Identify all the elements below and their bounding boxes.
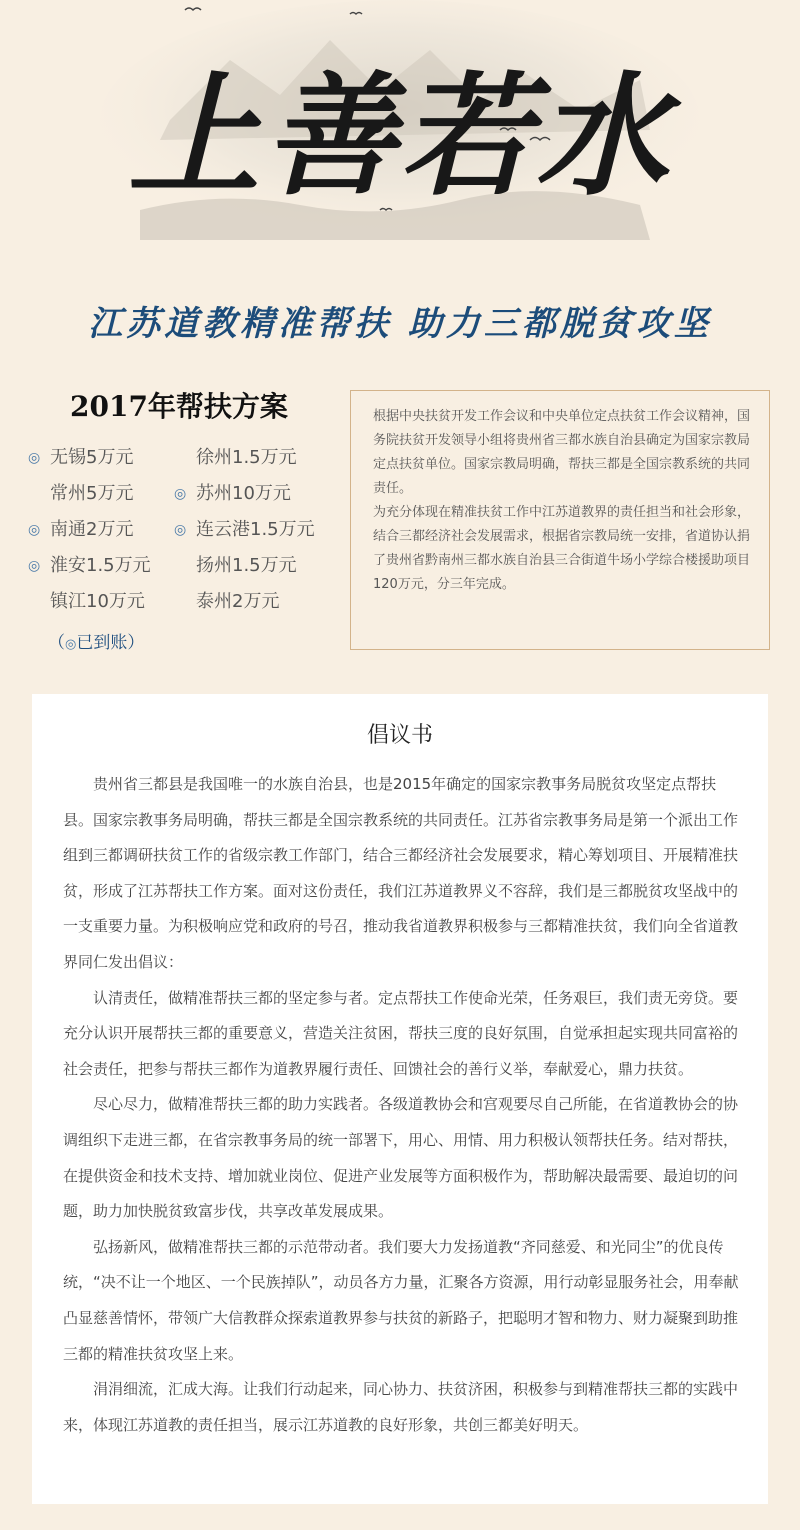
allocation-label: 常州5万元 <box>50 483 134 504</box>
banner <box>0 0 800 265</box>
allocation-label: 无锡5万元 <box>50 447 134 468</box>
calligraphy-title: 上善若水 <box>128 59 672 214</box>
circle-dot-icon: ◎ <box>28 522 41 538</box>
letter-paragraph: 认清责任，做精准帮扶三都的坚定参与者。定点帮扶工作使命光荣，任务艰巨，我们责无旁贷。要充分认识开展帮扶三都的重要意义，营造关注贫困，帮扶三度的良好氛围，自觉承担起实现共同富裕的社会责任，把参与帮扶三都作为道教界履行责任、回馈社会的善行义举，奉献爱心，鼎力扶贫。 <box>63 988 739 1078</box>
allocation-item <box>50 482 133 506</box>
allocation-item <box>50 590 145 614</box>
legend-close: ） <box>127 633 145 653</box>
letter-paragraph: 涓涓细流，汇成大海。让我们行动起来，同心协力、扶贫济困，积极参与到精准帮扶三都的实践中来，体现江苏道教的责任担当，展示江苏道教的良好形象，共创三都美好明天。 <box>63 1380 739 1434</box>
allocation-label: 淮安1.5万元 <box>50 555 151 576</box>
circle-dot-icon: ◎ <box>28 558 41 574</box>
allocation-item <box>28 554 151 578</box>
allocation-item <box>196 590 279 614</box>
slogan-heading: 江苏道教精准帮扶 助力三都脱贫攻坚 <box>88 304 712 344</box>
letter-paragraph: 贵州省三都县是我国唯一的水族自治县，也是2015年确定的国家宗教事务局脱贫攻坚定点帮扶县。国家宗教事务局明确，帮扶三都是全国宗教系统的共同责任。江苏省宗教事务局是第一个派出工作组到三都调研扶贫工作的省级宗教工作部门，结合三都经济社会发展要求，精心筹划项目、开展精准扶贫，形成了江苏帮扶工作方案。面对这份责任，我们江苏道教界义不容辞，我们是三都脱贫攻坚战中的一支重要力量。为积极响应党和政府的号召，推动我省道教界积极参与三都精准扶贫，我们向全省道教界同仁发出倡议： <box>63 775 739 971</box>
circle-dot-icon: ◎ <box>174 486 187 502</box>
intro-paragraph: 根据中央扶贫开发工作会议和中央单位定点扶贫工作会议精神，国务院扶贫开发领导小组将贵州省三都水族自治县确定为国家宗教局定点扶贫单位。国家宗教局明确，帮扶三都是全国宗教系统的共同责任。 <box>373 409 751 496</box>
allocation-item <box>174 518 315 542</box>
allocation-label: 镇江10万元 <box>50 591 145 612</box>
allocation-label: 徐州1.5万元 <box>196 447 297 468</box>
allocation-item <box>174 482 291 506</box>
allocation-item <box>28 446 134 470</box>
allocation-item <box>28 518 134 542</box>
allocation-label: 泰州2万元 <box>196 591 280 612</box>
allocation-item <box>196 446 297 470</box>
allocation-label: 连云港1.5万元 <box>196 519 315 540</box>
paid-legend <box>48 628 144 653</box>
circle-dot-icon: ◎ <box>174 522 187 538</box>
allocation-label: 苏州10万元 <box>196 483 291 504</box>
legend-text: 已到账 <box>76 633 128 653</box>
letter-paragraph: 弘扬新风，做精准帮扶三都的示范带动者。我们要大力发扬道教“齐同慈爱、和光同尘”的优良传统，“决不让一个地区、一个民族掉队”，动员各方力量，汇聚各方资源，用行动彰显服务社会，用奉献凸显慈善情怀，带领广大信教群众探索道教界参与扶贫的新路子，把聪明才智和物力、财力凝聚到助推三都的精准扶贫攻坚上来。 <box>63 1237 739 1363</box>
intro-paragraph: 为充分体现在精准扶贫工作中江苏道教界的责任担当和社会形象，结合三都经济社会发展需求，根据省宗教局统一安排，省道协认捐了贵州省黔南州三都水族自治县三合街道牛场小学综合楼援助项目120万元，分三年完成。 <box>373 505 751 592</box>
intro-box <box>350 390 770 650</box>
circle-dot-icon: ◎ <box>28 450 41 466</box>
allocation-item <box>196 554 297 578</box>
plan-title: 2017年帮扶方案 <box>70 390 288 423</box>
letter-paragraph: 尽心尽力，做精准帮扶三都的助力实践者。各级道教协会和宫观要尽自己所能，在省道教协会的协调组织下走进三都，在省宗教事务局的统一部署下，用心、用情、用力积极认领帮扶任务。结对帮扶，在提供资金和技术支持、增加就业岗位、促进产业发展等方面积极作为，帮助解决最需要、最迫切的问题，助力加快脱贫致富步伐，共享改革发展成果。 <box>63 1095 739 1221</box>
letter-body <box>63 767 739 1443</box>
letter-panel <box>32 694 768 1504</box>
letter-title: 倡议书 <box>366 723 433 748</box>
legend-open: （ <box>48 633 65 653</box>
allocation-label: 扬州1.5万元 <box>196 555 297 576</box>
circle-dot-icon: ◎ <box>65 637 77 652</box>
allocation-label: 南通2万元 <box>50 519 134 540</box>
